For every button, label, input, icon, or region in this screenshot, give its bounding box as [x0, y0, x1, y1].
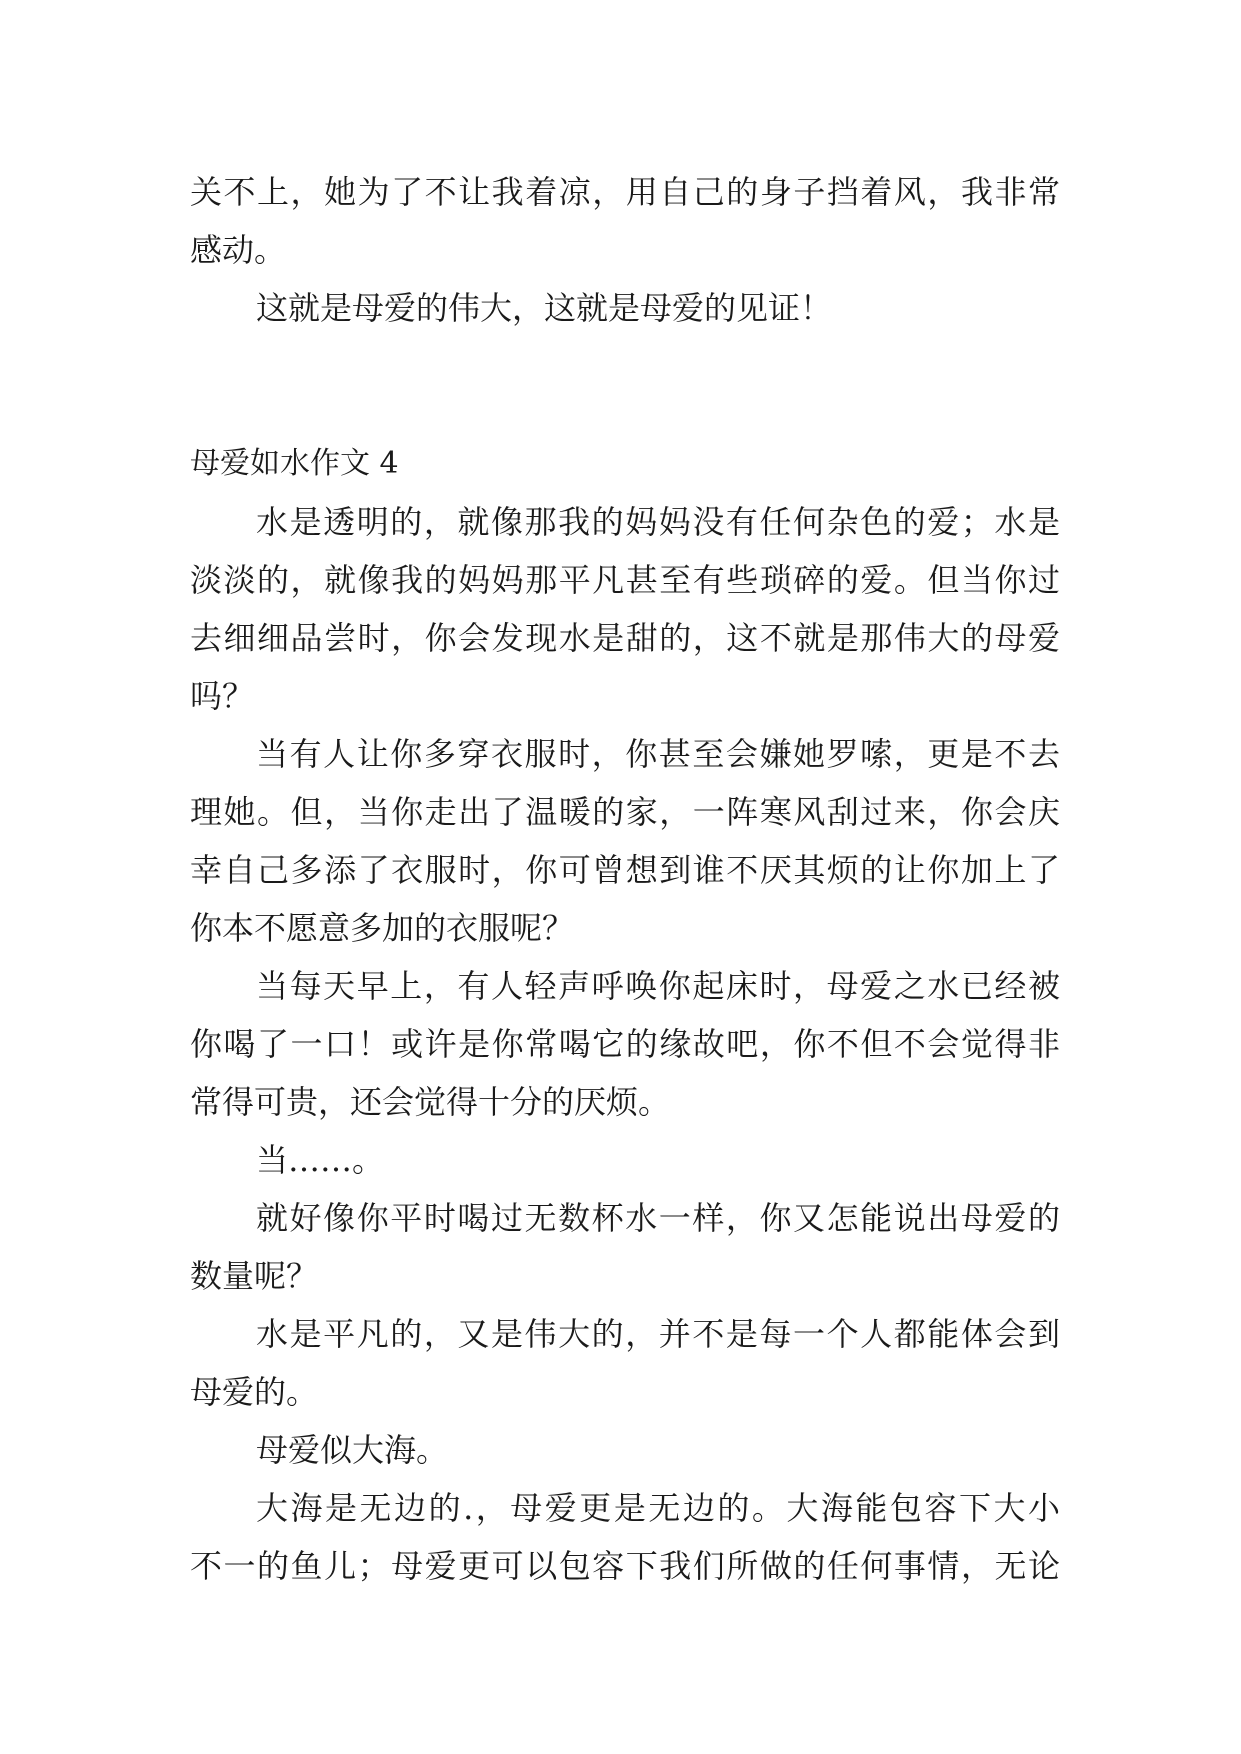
text-line: 感动。: [190, 231, 287, 269]
paragraph: [190, 957, 1060, 1131]
text-line: 母爱的。: [190, 1373, 319, 1411]
paragraph-closing: [190, 279, 1060, 337]
text-line: 这就是母爱的伟大，这就是母爱的见证！: [256, 289, 833, 327]
text-line: 理她。但，当你走出了温暖的家，一阵寒风刮过来，你会庆: [190, 793, 1060, 831]
section-spacer: [190, 337, 1060, 435]
text-line: 大海是无边的.，母爱更是无边的。大海能包容下大小: [256, 1489, 1060, 1527]
text-line: 母爱似大海。: [256, 1431, 449, 1469]
document-body: [190, 163, 1060, 1595]
text-line: 水是平凡的，又是伟大的，并不是每一个人都能体会到: [256, 1315, 1060, 1353]
paragraph: [190, 493, 1060, 725]
section-title: 母爱如水作文 4: [190, 446, 399, 481]
text-line: 幸自己多添了衣服时，你可曾想到谁不厌其烦的让你加上了: [190, 851, 1060, 889]
paragraph-continuation: [190, 163, 1060, 279]
text-line: 数量呢？: [190, 1257, 319, 1295]
paragraph: [190, 1305, 1060, 1421]
text-line: 就好像你平时喝过无数杯水一样，你又怎能说出母爱的: [256, 1199, 1060, 1237]
text-line: 不一的鱼儿；母爱更可以包容下我们所做的任何事情，无论: [190, 1547, 1060, 1585]
paragraph: [190, 1479, 1060, 1595]
text-line: 你本不愿意多加的衣服呢？: [190, 909, 575, 947]
text-line: 去细细品尝时，你会发现水是甜的，这不就是那伟大的母爱: [190, 619, 1060, 657]
paragraph: [190, 1189, 1060, 1305]
text-line: 吗？: [190, 677, 255, 715]
paragraph: [190, 1421, 1060, 1479]
text-line: 当每天早上，有人轻声呼唤你起床时，母爱之水已经被: [256, 967, 1060, 1005]
text-line: 当……。: [256, 1141, 385, 1179]
text-line: 关不上，她为了不让我着凉，用自己的身子挡着风，我非常: [190, 173, 1060, 211]
text-line: 水是透明的，就像那我的妈妈没有任何杂色的爱；水是: [256, 503, 1060, 541]
paragraph: [190, 1131, 1060, 1189]
text-line: 淡淡的，就像我的妈妈那平凡甚至有些琐碎的爱。但当你过: [190, 561, 1060, 599]
text-line: 常得可贵，还会觉得十分的厌烦。: [190, 1083, 671, 1121]
paragraph: [190, 725, 1060, 957]
text-line: 当有人让你多穿衣服时，你甚至会嫌她罗嗦，更是不去: [256, 735, 1060, 773]
text-line: 你喝了一口！或许是你常喝它的缘故吧，你不但不会觉得非: [190, 1025, 1060, 1063]
